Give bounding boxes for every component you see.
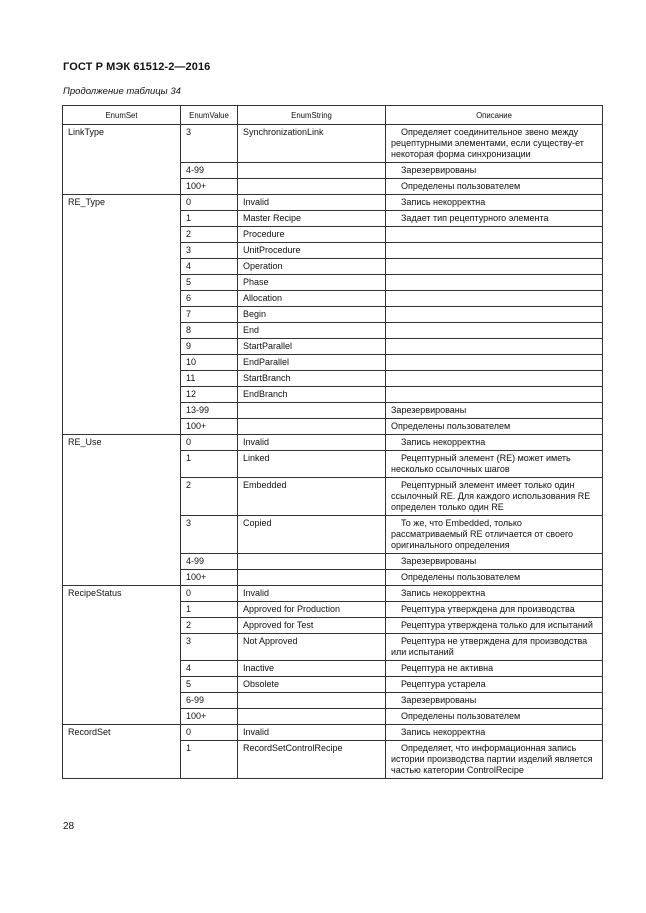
enumset-cell: LinkType	[63, 125, 181, 195]
enumstring-cell: Embedded	[238, 478, 386, 516]
enumstring-cell: Master Recipe	[238, 211, 386, 227]
enumvalue-cell: 0	[181, 435, 238, 451]
enumvalue-cell: 0	[181, 586, 238, 602]
description-cell	[386, 227, 603, 243]
enumvalue-cell: 3	[181, 125, 238, 163]
enumstring-cell: RecordSetControlRecipe	[238, 741, 386, 779]
enumstring-cell	[238, 693, 386, 709]
column-header-enumset: EnumSet	[63, 106, 181, 125]
enumstring-cell: Invalid	[238, 725, 386, 741]
enumvalue-cell: 2	[181, 227, 238, 243]
description-cell: Определены пользователем	[386, 419, 603, 435]
enumvalue-cell: 1	[181, 451, 238, 478]
enumvalue-cell: 6	[181, 291, 238, 307]
table-row	[63, 195, 603, 211]
enumstring-cell: Procedure	[238, 227, 386, 243]
enumstring-cell: Invalid	[238, 586, 386, 602]
enumstring-cell: EndBranch	[238, 387, 386, 403]
enumstring-cell: UnitProcedure	[238, 243, 386, 259]
description-cell: Рецептура утверждена для производства	[386, 602, 603, 618]
description-cell: Рецептурный элемент имеет только один ссылочный RE. Для каждого использования RE определен только один RE	[386, 478, 603, 516]
enumstring-cell	[238, 554, 386, 570]
description-cell: Рецептура устарела	[386, 677, 603, 693]
document-header: ГОСТ Р МЭК 61512-2—2016	[63, 61, 211, 73]
enumstring-cell: StartParallel	[238, 339, 386, 355]
table-continuation-caption: Продолжение таблицы 34	[63, 86, 181, 97]
enumstring-cell: End	[238, 323, 386, 339]
description-cell: Определены пользователем	[386, 179, 603, 195]
enumvalue-cell: 100+	[181, 419, 238, 435]
description-cell	[386, 371, 603, 387]
description-cell: Запись некорректна	[386, 435, 603, 451]
enumset-cell: RecordSet	[63, 725, 181, 779]
enumstring-cell: Phase	[238, 275, 386, 291]
enumstring-cell: StartBranch	[238, 371, 386, 387]
description-cell: Определены пользователем	[386, 709, 603, 725]
description-cell: Запись некорректна	[386, 195, 603, 211]
description-cell: Рецептура не активна	[386, 661, 603, 677]
description-cell	[386, 387, 603, 403]
enumstring-cell: Operation	[238, 259, 386, 275]
enumvalue-cell: 100+	[181, 570, 238, 586]
table-row	[63, 435, 603, 451]
enumvalue-cell: 1	[181, 211, 238, 227]
enumstring-cell	[238, 163, 386, 179]
table-row	[63, 125, 603, 163]
description-cell	[386, 243, 603, 259]
enumstring-cell	[238, 570, 386, 586]
enumvalue-cell: 12	[181, 387, 238, 403]
enumstring-cell: Inactive	[238, 661, 386, 677]
enumvalue-cell: 2	[181, 618, 238, 634]
description-cell: Рецептура не утверждена для производства или испытаний	[386, 634, 603, 661]
enumvalue-cell: 6-99	[181, 693, 238, 709]
enumvalue-cell: 5	[181, 275, 238, 291]
enumvalue-cell: 3	[181, 634, 238, 661]
description-cell	[386, 355, 603, 371]
table-body	[63, 125, 603, 779]
enumstring-cell	[238, 709, 386, 725]
description-cell: Определяет соединительное звено между рецептурными элементами, если существу-ет некоторая форма синхронизации	[386, 125, 603, 163]
enumvalue-cell: 4-99	[181, 163, 238, 179]
enumvalue-cell: 13-99	[181, 403, 238, 419]
description-cell: Зарезервированы	[386, 554, 603, 570]
description-cell: Зарезервированы	[386, 693, 603, 709]
enumvalue-cell: 4-99	[181, 554, 238, 570]
enumset-cell: RecipeStatus	[63, 586, 181, 725]
enumvalue-cell: 100+	[181, 709, 238, 725]
enumvalue-cell: 1	[181, 602, 238, 618]
enumvalue-cell: 4	[181, 661, 238, 677]
description-cell: То же, что Embedded, только рассматриваемый RE отличается от своего оригинального определения	[386, 516, 603, 554]
enumvalue-cell: 8	[181, 323, 238, 339]
description-cell: Зарезервированы	[386, 163, 603, 179]
enumstring-cell: Approved for Test	[238, 618, 386, 634]
description-cell: Запись некорректна	[386, 725, 603, 741]
enumstring-cell: Linked	[238, 451, 386, 478]
enumvalue-cell: 1	[181, 741, 238, 779]
enumvalue-cell: 0	[181, 725, 238, 741]
column-header-enumvalue: EnumValue	[181, 106, 238, 125]
table-row	[63, 725, 603, 741]
enumstring-cell: Copied	[238, 516, 386, 554]
description-cell: Задает тип рецептурного элемента	[386, 211, 603, 227]
enumstring-cell: Not Approved	[238, 634, 386, 661]
enumvalue-cell: 11	[181, 371, 238, 387]
description-cell	[386, 291, 603, 307]
enumvalue-cell: 4	[181, 259, 238, 275]
column-header-description: Описание	[386, 106, 603, 125]
description-cell	[386, 259, 603, 275]
enumstring-cell: Approved for Production	[238, 602, 386, 618]
enumvalue-cell: 3	[181, 243, 238, 259]
enumstring-cell: Allocation	[238, 291, 386, 307]
enumvalue-cell: 3	[181, 516, 238, 554]
enumstring-cell: Invalid	[238, 195, 386, 211]
description-cell: Рецептурный элемент (RE) может иметь несколько ссылочных шагов	[386, 451, 603, 478]
enumvalue-cell: 9	[181, 339, 238, 355]
enumstring-cell: EndParallel	[238, 355, 386, 371]
enumstring-cell	[238, 419, 386, 435]
enumvalue-cell: 100+	[181, 179, 238, 195]
enumstring-cell	[238, 403, 386, 419]
description-cell	[386, 275, 603, 291]
page-number: 28	[63, 821, 75, 832]
enumset-cell: RE_Type	[63, 195, 181, 435]
enumvalue-cell: 0	[181, 195, 238, 211]
description-cell: Рецептура утверждена только для испытаний	[386, 618, 603, 634]
table-row	[63, 586, 603, 602]
enum-table	[62, 105, 603, 779]
enumvalue-cell: 5	[181, 677, 238, 693]
description-cell: Определены пользователем	[386, 570, 603, 586]
enumvalue-cell: 10	[181, 355, 238, 371]
enumstring-cell: Obsolete	[238, 677, 386, 693]
description-cell: Определяет, что информационная запись истории производства партии изделий является частью категории ControlRecipe	[386, 741, 603, 779]
description-cell	[386, 339, 603, 355]
description-cell	[386, 307, 603, 323]
description-cell	[386, 323, 603, 339]
enumvalue-cell: 7	[181, 307, 238, 323]
enumstring-cell: SynchronizationLink	[238, 125, 386, 163]
enumstring-cell	[238, 179, 386, 195]
description-cell: Запись некорректна	[386, 586, 603, 602]
enumstring-cell: Begin	[238, 307, 386, 323]
enumvalue-cell: 2	[181, 478, 238, 516]
column-header-enumstring: EnumString	[238, 106, 386, 125]
table-header-row	[63, 106, 603, 125]
enumset-cell: RE_Use	[63, 435, 181, 586]
description-cell: Зарезервированы	[386, 403, 603, 419]
enumstring-cell: Invalid	[238, 435, 386, 451]
